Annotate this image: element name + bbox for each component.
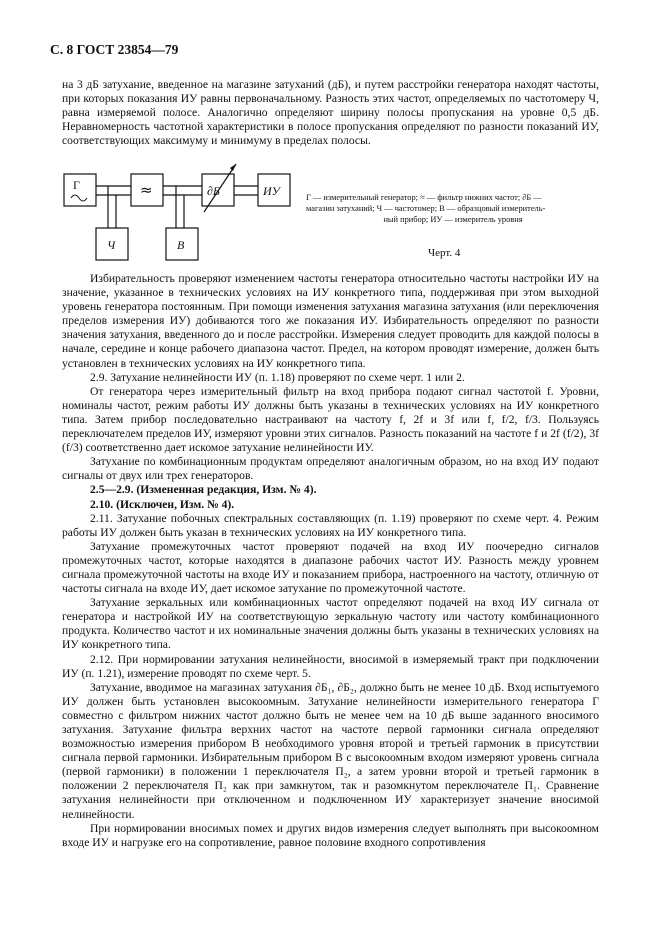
attenuator-label: ∂Б — [207, 184, 221, 198]
generator-block — [64, 174, 96, 206]
figure-legend — [306, 192, 600, 225]
figure-caption: Черт. 4 — [428, 247, 461, 259]
block-diagram — [62, 162, 312, 262]
paragraph: Затухание зеркальных или комбинационных частот определяют подачей на вход ИУ сигнала от генератора и настройкой ИУ на соответствующую зеркальную частоту или частоту комбинационного продукта. Количество частот и их номинальные значения должны быть указаны в технических условиях на ИУ конкретного типа. — [62, 596, 599, 652]
paragraph: Избирательность проверяют изменением частоты генератора относительно частоты настройки ИУ на значение, указанное в технических условиях на ИУ конкретного типа, поддерживая при этом выходной уровень генератора постоянным. При помощи изменения затухания магазина затухания (или переключения пределов измерения ИУ) добиваются того же показания ИУ. Избирательность определяют по разности значения затухания, введенного до и после расстройки. Измерения следует проводить для каждой полосы в начале, середине и конце рабочего диапазона частот. Предел, на котором проводят измерение, должен быть установлен в технических условиях на ИУ конкретного типа. — [62, 272, 599, 370]
main-body — [62, 272, 599, 850]
legend-line: ный прибор; ИУ — измеритель уровня — [383, 215, 523, 224]
generator-label: Г — [73, 178, 80, 192]
paragraph: 2.9. Затухание нелинейности ИУ (п. 1.18) проверяют по схеме черт. 1 или 2. — [90, 370, 465, 384]
paragraph: Затухание по комбинационным продуктам определяют аналогичным образом, но на вход ИУ подают сигналы от двух или трех генераторов. — [62, 455, 599, 483]
intro-paragraph — [62, 78, 599, 148]
frequency-meter-label: Ч — [107, 238, 116, 252]
legend-line: магазин затуханий; Ч — частотомер; В — образцовый измеритель- — [306, 204, 546, 213]
paragraph: При нормировании вносимых помех и других видов измерения следует выполнять при высокоомном входе ИУ и нагрузке его на сопротивление, равное половине входного сопротивления — [62, 821, 599, 849]
filter-symbol: ≈ — [140, 181, 153, 199]
paragraph: Затухание, вводимое на магазинах затухания ∂Б₁, ∂Б₂, должно быть не менее 10 дБ. Вход испытуемого ИУ должен быть установлен высокоомным. Затухание нелинейности измерительного генератора Г совместно с фильтром нижних частот должно быть не менее чем на 10 дБ выше заданного вносимого затухания. Затухание фильтра верхних частот на частоте первой гармоники сигнала определяют возможностью измерения прибором В необходимого уровня второй и третьей гармоник в присутствии сигнала первой гармоники. Избирательным прибором В с высокоомным входом измеряют уровень сигнала (первой гармоники) в положении 1 переключателя П₂, а затем уровни второй и третьей гармоник в положении 2 переключателя П₂ как при замкнутом, так и разомкнутом переключателе П₁. Сравнение затухания нелинейности при отключенном и подключенном ИУ характеризует значение вносимой нелинейности. — [62, 680, 599, 821]
legend-line: Г — измерительный генератор; ≈ — фильтр нижних частот; ∂Б — — [306, 193, 542, 202]
paragraph: 2.11. Затухание побочных спектральных составляющих (п. 1.19) проверяют по схеме черт. 4. Режим работы ИУ должен быть указан в технических условиях на ИУ конкретного типа. — [62, 511, 599, 539]
paragraph: От генератора через измерительный фильтр на вход прибора подают сигнал частотой f. Уровни, номиналы частот, режим работы ИУ должны быть указаны в технических условиях на ИУ конкретного типа. Затем прибор последовательно настраивают на частоту f, 2f и 3f или f, f/2, f/3. Пользуясь переключателем пределов ИУ, измеряют уровни этих сигналов. Разность показаний на частоте f и 2f (f/2), 3f (f/3) соответственно дает искомое затухание нелинейности ИУ. — [62, 384, 599, 455]
paragraph: Затухание промежуточных частот проверяют подачей на вход ИУ поочередно сигналов промежуточных частот, которые находятся в диапазоне рабочих частот ИУ. Разность между уровнем сигнала промежуточной частоты на входе ИУ и показанием прибора, настроенного на частоту, отличную от частоты сигнала на входе ИУ, дает искомое затухание по промежуточной частоте. — [62, 539, 599, 596]
paragraph: на 3 дБ затухание, введенное на магазине затуханий (дБ), и путем расстройки генератора находят частоты, при которых показания ИУ равны первоначальному. Разность этих частот, определяемых по частотомеру Ч, равна измеряемой полосе. Аналогично определяют ширину полосы пропускания на уровне 0,5 дБ. Неравномерность частотной характеристики в полосе пропускания определяют по разности показаний ИУ, соответствующих максимуму и минимуму в пределах полосы. — [62, 78, 599, 148]
paragraph-bold: 2.5—2.9. (Измененная редакция, Изм. № 4). — [90, 483, 317, 497]
paragraph-bold: 2.10. (Исключен, Изм. № 4). — [90, 497, 235, 511]
page-header: С. 8 ГОСТ 23854—79 — [50, 42, 179, 57]
reference-label: В — [177, 238, 185, 252]
meter-label: ИУ — [263, 184, 280, 198]
paragraph: 2.12. При нормировании затухания нелинейности, вносимой в измеряемый тракт при подключении ИУ (п. 1.21), измерение проводят по схеме черт. 5. — [62, 652, 599, 680]
